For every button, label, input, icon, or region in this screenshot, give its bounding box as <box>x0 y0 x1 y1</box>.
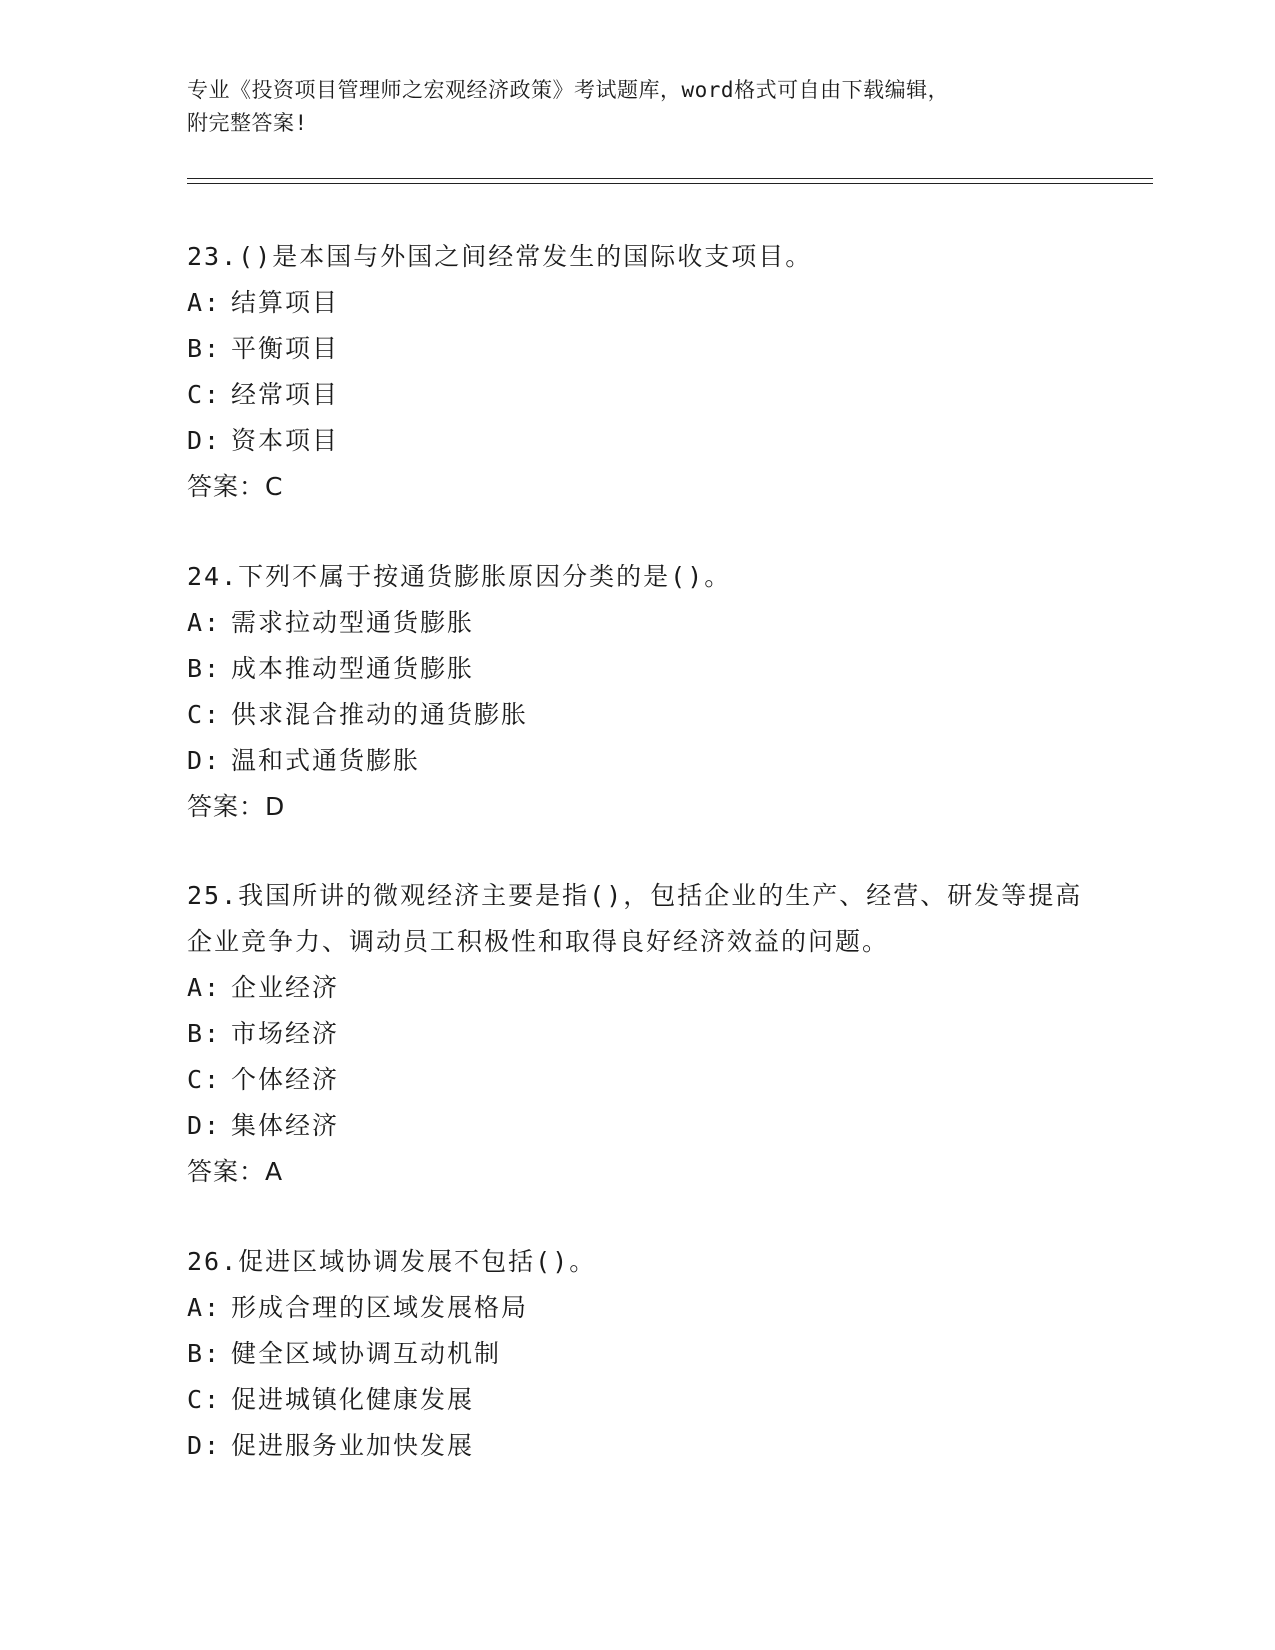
option-text: 健全区域协调互动机制 <box>231 1339 502 1368</box>
option-d <box>187 1423 1087 1469</box>
option-c <box>187 692 1087 738</box>
option-letter: C: <box>187 380 222 409</box>
option-letter: D: <box>187 746 222 775</box>
option-letter: D: <box>187 1431 222 1460</box>
question-stem: 23.()是本国与外国之间经常发生的国际收支项目。 <box>187 242 813 271</box>
option-letter: B: <box>187 334 222 363</box>
question-stem: 26.促进区域协调发展不包括()。 <box>187 1247 597 1276</box>
answer-line: 答案：A <box>187 1157 284 1186</box>
answer-line: 答案：D <box>187 792 286 821</box>
option-text: 促进服务业加快发展 <box>231 1431 475 1460</box>
option-text: 供求混合推动的通货膨胀 <box>231 700 529 729</box>
header-divider-bottom <box>187 183 1153 184</box>
question-25 <box>187 873 1087 1195</box>
option-letter: D: <box>187 426 222 455</box>
option-text: 集体经济 <box>231 1111 340 1140</box>
option-text: 温和式通货膨胀 <box>231 746 421 775</box>
option-letter: B: <box>187 1019 222 1048</box>
option-text: 经常项目 <box>231 380 340 409</box>
option-text: 企业经济 <box>231 973 340 1002</box>
option-letter: B: <box>187 654 222 683</box>
option-d <box>187 738 1087 784</box>
option-text: 平衡项目 <box>231 334 340 363</box>
question-24 <box>187 554 1087 830</box>
option-letter: C: <box>187 1385 222 1414</box>
option-text: 市场经济 <box>231 1019 340 1048</box>
option-text: 结算项目 <box>231 288 340 317</box>
option-letter: C: <box>187 1065 222 1094</box>
question-23 <box>187 234 1087 510</box>
option-text: 成本推动型通货膨胀 <box>231 654 475 683</box>
header-divider-top <box>187 178 1153 179</box>
option-text: 资本项目 <box>231 426 340 455</box>
question-stem: 24.下列不属于按通货膨胀原因分类的是()。 <box>187 562 732 591</box>
option-b <box>187 646 1087 692</box>
option-letter: B: <box>187 1339 222 1368</box>
option-letter: A: <box>187 608 222 637</box>
option-c <box>187 1057 1087 1103</box>
option-letter: A: <box>187 973 222 1002</box>
question-stem: 25.我国所讲的微观经济主要是指()，包括企业的生产、经营、研发等提高企业竞争力、调动员工积极性和取得良好经济效益的问题。 <box>187 881 1083 956</box>
option-b <box>187 326 1087 372</box>
header-line-1: 专业《投资项目管理师之宏观经济政策》考试题库，word格式可自由下载编辑， <box>187 78 950 102</box>
option-text: 促进城镇化健康发展 <box>231 1385 475 1414</box>
header-line-2: 附完整答案! <box>187 111 308 135</box>
option-text: 形成合理的区域发展格局 <box>231 1293 529 1322</box>
document-header <box>187 74 1067 140</box>
option-a <box>187 600 1087 646</box>
option-a <box>187 1285 1087 1331</box>
option-c <box>187 1377 1087 1423</box>
option-b <box>187 1011 1087 1057</box>
question-26 <box>187 1239 1087 1469</box>
option-letter: D: <box>187 1111 222 1140</box>
option-a <box>187 965 1087 1011</box>
option-letter: A: <box>187 1293 222 1322</box>
option-b <box>187 1331 1087 1377</box>
option-letter: C: <box>187 700 222 729</box>
answer-line: 答案：C <box>187 472 284 501</box>
option-text: 需求拉动型通货膨胀 <box>231 608 475 637</box>
option-d <box>187 1103 1087 1149</box>
option-d <box>187 418 1087 464</box>
option-c <box>187 372 1087 418</box>
option-text: 个体经济 <box>231 1065 340 1094</box>
option-letter: A: <box>187 288 222 317</box>
option-a <box>187 280 1087 326</box>
